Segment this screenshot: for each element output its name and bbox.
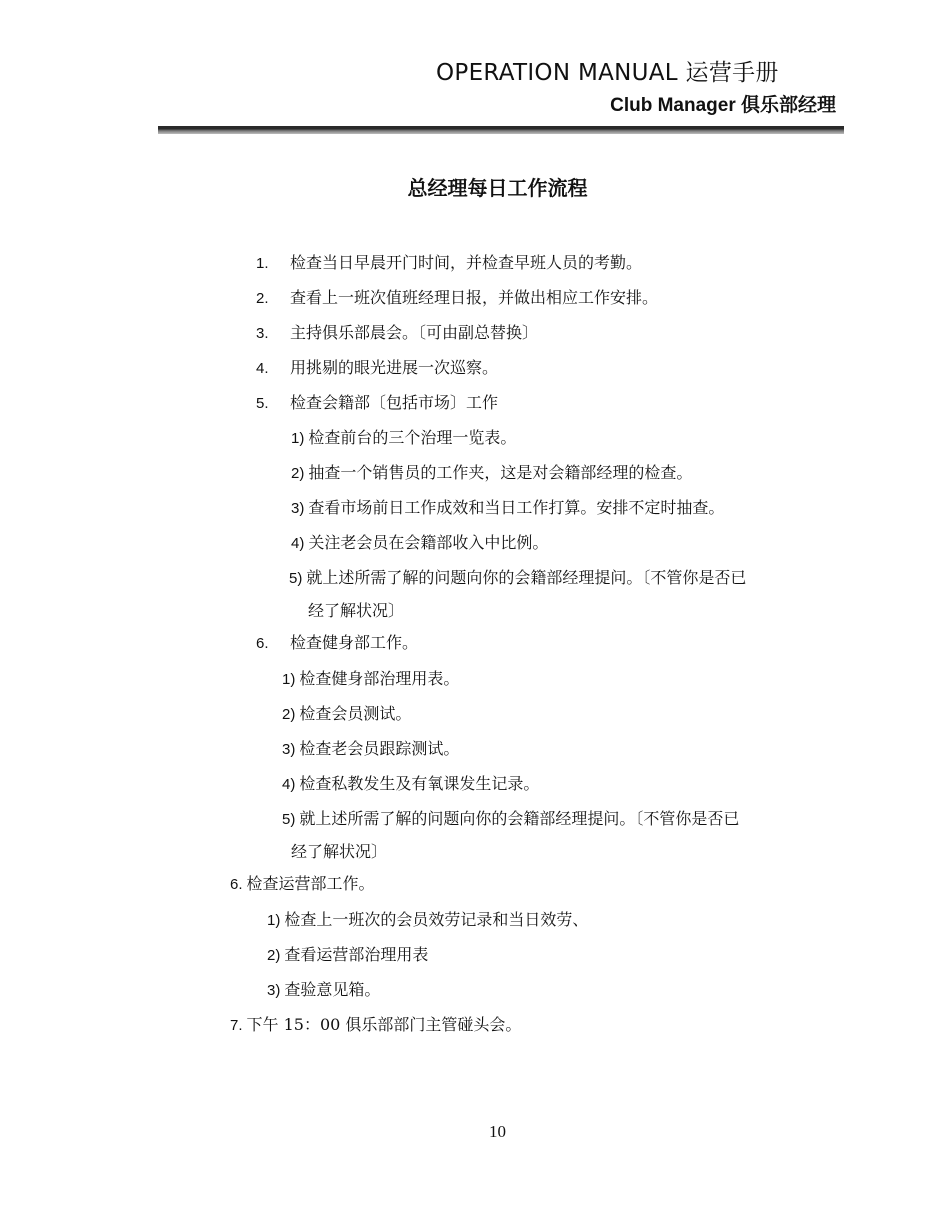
- sub-list-item: [282, 669, 459, 690]
- sub-item-number: 1): [267, 912, 281, 929]
- list-item: [230, 1015, 521, 1036]
- sub-item-text: 检查会员测试。: [299, 704, 412, 723]
- sub-item-number: 1): [291, 430, 305, 447]
- item-number: 7.: [230, 1017, 243, 1034]
- item-number: 6.: [256, 635, 269, 652]
- sub-item-number: 4): [282, 776, 296, 793]
- sub-item-text: 检查健身部治理用表。: [299, 669, 460, 688]
- sub-list-item: [291, 533, 548, 554]
- sub-item-number: 3): [267, 982, 281, 999]
- item-text: 主持俱乐部晨会。〔可由副总替换〕: [290, 323, 539, 342]
- item-text: 用挑剔的眼光进展一次巡察。: [290, 358, 499, 377]
- item-text: 查看上一班次值班经理日报，并做出相应工作安排。: [290, 288, 659, 307]
- list-item: [256, 323, 538, 344]
- item-text: 检查运营部工作。: [246, 874, 375, 893]
- sub-list-item: [282, 774, 539, 795]
- list-item: [256, 358, 498, 379]
- sub-list-item: [267, 980, 380, 1001]
- sub-list-item: [289, 568, 746, 589]
- sub-list-item: [267, 910, 588, 931]
- item-text: 检查当日早晨开门时间，并检查早班人员的考勤。: [290, 253, 643, 272]
- sub-list-item: [291, 463, 692, 484]
- sub-list-item: [282, 704, 411, 725]
- sub-item-number: 2): [282, 706, 296, 723]
- item-text: 检查会籍部〔包括市场〕工作: [290, 393, 499, 412]
- header-title: OPERATION MANUAL 运营手册: [436, 60, 779, 86]
- sub-item-number: 3): [282, 741, 296, 758]
- header-subtitle: Club Manager 俱乐部经理: [610, 95, 836, 116]
- page-title: 总经理每日工作流程: [407, 176, 588, 200]
- list-item: [256, 633, 418, 654]
- sub-item-text: 就上述所需了解的问题向你的会籍部经理提问。〔不管你是否已: [299, 809, 740, 828]
- list-item: [256, 288, 658, 309]
- item-number: 3.: [256, 325, 269, 342]
- item-number: 5.: [256, 395, 269, 412]
- sub-item-text: 就上述所需了解的问题向你的会籍部经理提问。〔不管你是否已: [306, 568, 747, 587]
- item-number: 2.: [256, 290, 269, 307]
- sub-item-number: 1): [282, 671, 296, 688]
- sub-item-number: 2): [267, 947, 281, 964]
- sub-item-text: 查看市场前日工作成效和当日工作打算。安排不定时抽查。: [308, 498, 725, 517]
- sub-item-text: 查看运营部治理用表: [284, 945, 429, 964]
- sub-item-text: 关注老会员在会籍部收入中比例。: [308, 533, 549, 552]
- sub-list-item: [291, 498, 724, 519]
- item-number: 6.: [230, 876, 243, 893]
- sub-item-number: 4): [291, 535, 305, 552]
- sub-item-number: 2): [291, 465, 305, 482]
- sub-item-number: 5): [289, 570, 303, 587]
- sub-item-text: 检查前台的三个治理一览表。: [308, 428, 517, 447]
- sub-item-text: 查验意见箱。: [284, 980, 381, 999]
- item-text: 检查健身部工作。: [290, 633, 419, 652]
- sub-list-item: [267, 945, 428, 966]
- sub-list-item: [282, 739, 459, 760]
- item-number: 4.: [256, 360, 269, 377]
- sub-item-number: 3): [291, 500, 305, 517]
- header-rule: [158, 126, 844, 134]
- sub-item-text: 检查私教发生及有氧课发生记录。: [299, 774, 540, 793]
- sub-item-text: 检查上一班次的会员效劳记录和当日效劳、: [284, 910, 589, 929]
- list-item: [230, 874, 375, 895]
- item-text: 下午 15：00 俱乐部部门主管碰头会。: [246, 1015, 522, 1034]
- sub-list-item: [291, 428, 516, 449]
- sub-item-number: 5): [282, 811, 296, 828]
- sub-item-continuation: 经了解状况〕: [291, 842, 388, 861]
- sub-item-text: 抽查一个销售员的工作夹，这是对会籍部经理的检查。: [308, 463, 693, 482]
- list-item: [256, 253, 642, 274]
- sub-item-continuation: 经了解状况〕: [308, 601, 405, 620]
- sub-list-item: [282, 809, 739, 830]
- list-item: [256, 393, 498, 414]
- item-number: 1.: [256, 255, 269, 272]
- sub-item-text: 检查老会员跟踪测试。: [299, 739, 460, 758]
- page-number: 10: [489, 1122, 506, 1141]
